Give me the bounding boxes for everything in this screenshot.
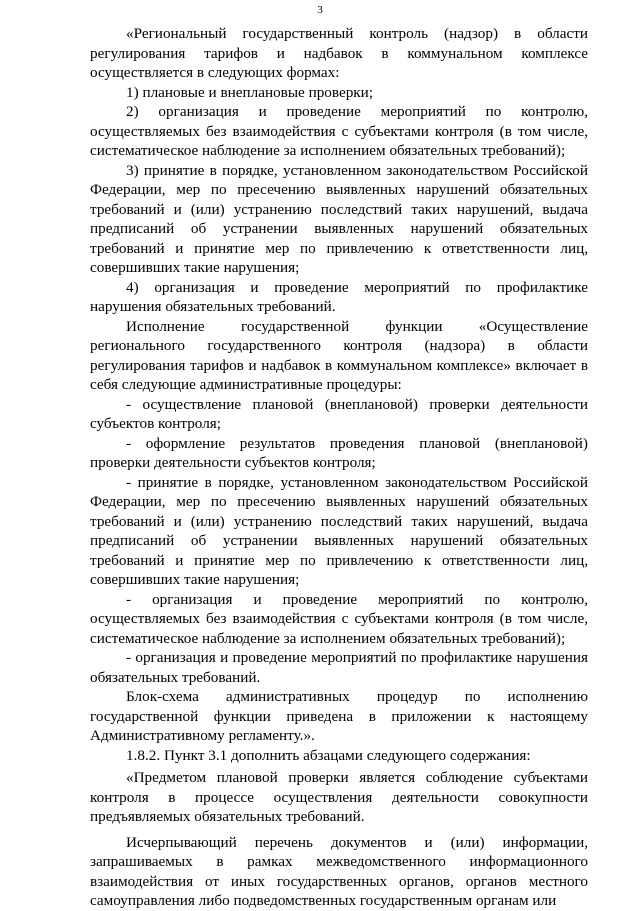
document-body	[90, 24, 588, 911]
paragraph-6: Исполнение государственной функции «Осуществление регионального государственного контроля (надзора) в области регулирования тарифов и надбавок в коммунальном комплексе» включает в себя следующие административные процедуры:	[90, 317, 588, 393]
paragraph-15: Исчерпывающий перечень документов и (или) информации, запрашиваемых в рамках межведомственного информационного взаимодействия от иных государственных органов, органов местного самоуправления либо подведомственных государственным органам или	[90, 833, 588, 909]
paragraph-3: 2) организация и проведение мероприятий по контролю, осуществляемых без взаимодействия с субъектами контроля (в том числе, систематическое наблюдение за исполнением обязательных требований);	[90, 103, 588, 159]
paragraph-7: - осуществление плановой (внеплановой) проверки деятельности субъектов контроля;	[90, 395, 588, 432]
paragraph-8: - оформление результатов проведения плановой (внеплановой) проверки деятельности субъектов контроля;	[90, 434, 588, 471]
paragraph-1: «Региональный государственный контроль (надзор) в области регулирования тарифов и надбавок в коммунальном комплексе осуществляется в следующих формах:	[90, 25, 588, 81]
paragraph-9: - принятие в порядке, установленном законодательством Российской Федерации, мер по пресечению выявленных нарушений обязательных требований и (или) устранению последствий таких нарушений, выдача предписаний об устранении выявленных нарушений обязательных требований и принятие мер по привлечению к ответственности лиц, совершивших такие нарушения;	[90, 473, 588, 588]
paragraph-11: - организация и проведение мероприятий по профилактике нарушения обязательных требований.	[90, 649, 588, 686]
paragraph-12: Блок-схема административных процедур по исполнению государственной функции приведена в приложении к настоящему Административному регламенту.».	[90, 688, 588, 744]
paragraph-2: 1) плановые и внеплановые проверки;	[126, 83, 374, 101]
paragraph-10: - организация и проведение мероприятий по контролю, осуществляемых без взаимодействия с субъектами контроля (в том числе, систематическое наблюдение за исполнением обязательных требований);	[90, 590, 588, 647]
paragraph-5: 4) организация и проведение мероприятий по профилактике нарушения обязательных требований.	[90, 278, 588, 315]
paragraph-4: 3) принятие в порядке, установленном законодательством Российской Федерации, мер по пресечению выявленных нарушений обязательных требований и (или) устранению последствий таких нарушений, выдача предписаний об устранении выявленных нарушений обязательных требований и принятие мер по привлечению к ответственности лиц, совершивших такие нарушения;	[90, 161, 588, 276]
paragraph-14: «Предметом плановой проверки является соблюдение субъектами контроля в процессе осуществления деятельности совокупности предъявляемых обязательных требований.	[90, 769, 588, 825]
page-number: 3	[317, 4, 323, 16]
paragraph-13: 1.8.2. Пункт 3.1 дополнить абзацами следующего содержания:	[126, 746, 531, 764]
